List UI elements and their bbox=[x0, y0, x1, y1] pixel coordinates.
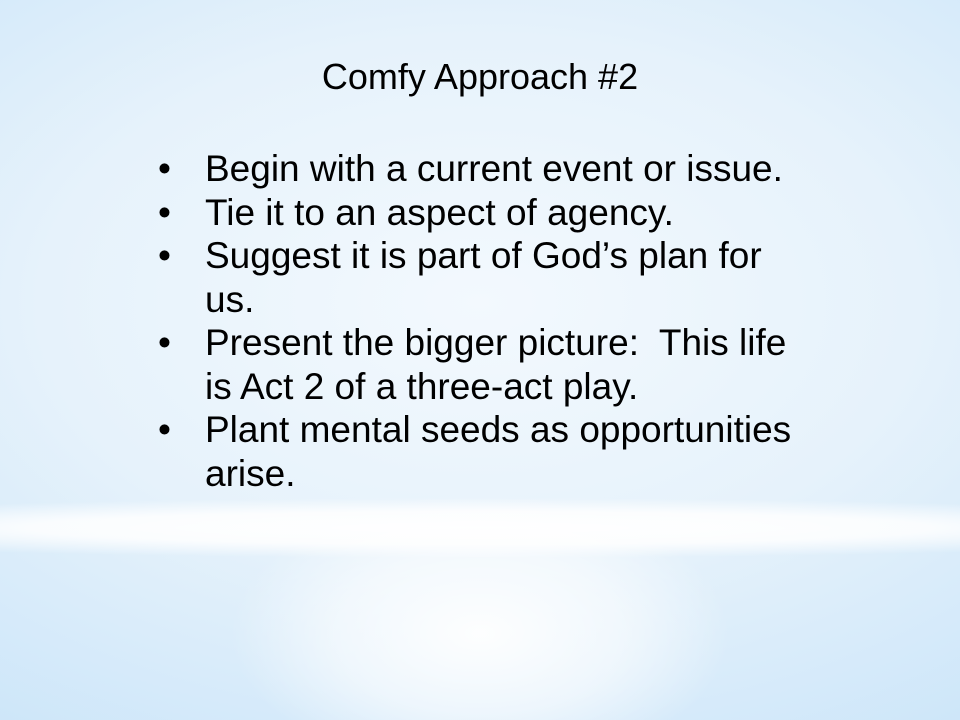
bullet-text: Plant mental seeds as opportunities arise. bbox=[205, 409, 802, 494]
bullet-list bbox=[158, 147, 805, 495]
bullet-text: Suggest it is part of God’s plan for us. bbox=[205, 235, 772, 320]
bullet-marker: • bbox=[158, 235, 171, 276]
bullet-text: Tie it to an aspect of agency. bbox=[205, 191, 674, 233]
list-item bbox=[158, 321, 805, 408]
bullet-marker: • bbox=[158, 191, 171, 233]
list-item bbox=[158, 408, 805, 495]
bullet-text: Present the bigger picture: This life is Act 2 of a three-act play. bbox=[205, 322, 797, 407]
bullet-marker: • bbox=[158, 148, 171, 189]
list-item bbox=[158, 234, 805, 321]
bullet-marker: • bbox=[158, 322, 171, 363]
list-item bbox=[158, 147, 805, 191]
bullet-text: Begin with a current event or issue. bbox=[205, 148, 783, 189]
list-item bbox=[158, 191, 805, 235]
bullet-marker: • bbox=[158, 409, 171, 450]
slide-title: Comfy Approach #2 bbox=[321, 56, 639, 97]
